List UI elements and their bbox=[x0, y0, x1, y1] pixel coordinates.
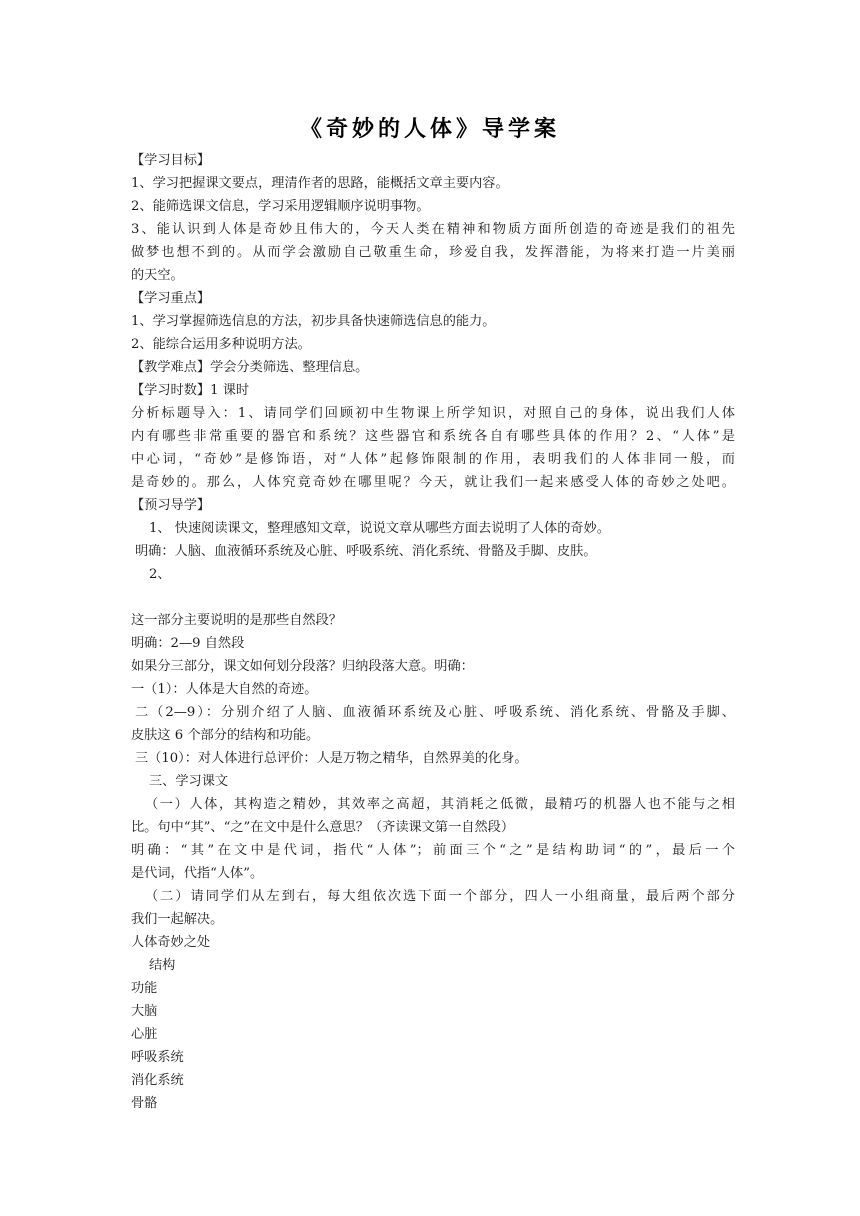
table-row-respiratory: 呼吸系统 bbox=[131, 1050, 184, 1065]
table-row-digestive: 消化系统 bbox=[131, 1073, 184, 1088]
objective-3-line-3: 的天空。 bbox=[131, 268, 184, 283]
intro-line-4: 是奇妙的。那么，人体究竟奇妙在哪里呢？今天，就让我们一起来感受人体的奇妙之处吧。 bbox=[131, 475, 735, 490]
study-answer-line-2: 是代词，代指“人体”。 bbox=[131, 866, 264, 881]
study-answer-line-1: 明确：“其”在文中是代词，指代“人体”；前面三个“之”是结构助词“的”，最后一个 bbox=[131, 843, 735, 858]
division-part-1: 一（1）：人体是大自然的奇迹。 bbox=[131, 682, 318, 697]
section-heading-study-text: 三、学习课文 bbox=[149, 774, 229, 789]
question-paragraphs: 这一部分主要说明的是那些自然段？ bbox=[131, 613, 342, 628]
preview-item-2: 2、 bbox=[149, 567, 171, 582]
objective-2: 2、能筛选课文信息，学习采用逻辑顺序说明事物。 bbox=[131, 199, 430, 214]
preview-answer-1: 明确：人脑、血液循环系统及心脏、呼吸系统、消化系统、骨骼及手脚、皮肤。 bbox=[135, 544, 597, 559]
division-part-3: 三（10）：对人体进行总评价：人是万物之精华，自然界美的化身。 bbox=[135, 751, 528, 766]
document-body bbox=[131, 149, 735, 1115]
study-item-2-line-2: 我们一起解决。 bbox=[131, 912, 224, 927]
table-title: 人体奇妙之处 bbox=[131, 935, 211, 950]
section-heading-preview: 【预习导学】 bbox=[131, 498, 211, 513]
study-hours: 【学习时数】1 课时 bbox=[131, 383, 250, 398]
preview-item-1: 1、 快速阅读课文，整理感知文章，说说文章从哪些方面去说明了人体的奇妙。 bbox=[149, 521, 610, 536]
table-header-function: 功能 bbox=[131, 981, 158, 996]
question-division: 如果分三部分，课文如何划分段落？归纳段落大意。明确： bbox=[131, 659, 474, 674]
division-part-2-line-2: 皮肤这 6 个部分的结构和功能。 bbox=[131, 728, 320, 743]
study-item-1-line-2: 比。句中“其”、“之”在文中是什么意思？（齐读课文第一自然段） bbox=[131, 820, 515, 835]
page-title: 《奇妙的人体》导学案 bbox=[299, 116, 560, 142]
study-item-1-line-1: （一）人体，其构造之精妙，其效率之高超，其消耗之低微，最精巧的机器人也不能与之相 bbox=[145, 797, 735, 812]
intro-line-3: 中心词，“奇妙”是修饰语，对“人体”起修饰限制的作用，表明我们的人体非同一般，而 bbox=[131, 452, 735, 467]
table-row-brain: 大脑 bbox=[131, 1004, 158, 1019]
section-heading-key-points: 【学习重点】 bbox=[131, 291, 211, 306]
blank-line bbox=[131, 586, 735, 609]
table-header-structure: 结构 bbox=[149, 958, 176, 973]
key-point-1: 1、学习掌握筛选信息的方法，初步具备快速筛选信息的能力。 bbox=[131, 314, 496, 329]
table-row-skeleton: 骨骼 bbox=[131, 1096, 158, 1111]
objective-1: 1、学习把握课文要点，理清作者的思路，能概括文章主要内容。 bbox=[131, 176, 509, 191]
intro-line-2: 内有哪些非常重要的器官和系统？这些器官和系统各自有哪些具体的作用？2、“人体”是 bbox=[131, 429, 735, 444]
answer-paragraphs: 明确：2—9 自然段 bbox=[131, 636, 245, 651]
intro-line-1: 分析标题导入：1、请同学们回顾初中生物课上所学知识，对照自己的身体，说出我们人体 bbox=[131, 406, 735, 421]
table-row-heart: 心脏 bbox=[131, 1027, 158, 1042]
objective-3-line-1: 3、能认识到人体是奇妙且伟大的，今天人类在精神和物质方面所创造的奇迹是我们的祖先 bbox=[131, 222, 735, 237]
objective-3-line-2: 做梦也想不到的。从而学会激励自己敬重生命，珍爱自我，发挥潜能，为将来打造一片美丽 bbox=[131, 245, 735, 260]
section-heading-objectives: 【学习目标】 bbox=[131, 153, 211, 168]
division-part-2-line-1: 二（2—9）：分别介绍了人脑、血液循环系统及心脏、呼吸系统、消化系统、骨骼及手脚、 bbox=[135, 705, 735, 720]
teaching-difficulty: 【教学难点】学会分类筛选、整理信息。 bbox=[131, 360, 369, 375]
key-point-2: 2、能综合运用多种说明方法。 bbox=[131, 337, 311, 352]
study-item-2-line-1: （二）请同学们从左到右，每大组依次选下面一个部分，四人一小组商量，最后两个部分 bbox=[145, 889, 735, 904]
